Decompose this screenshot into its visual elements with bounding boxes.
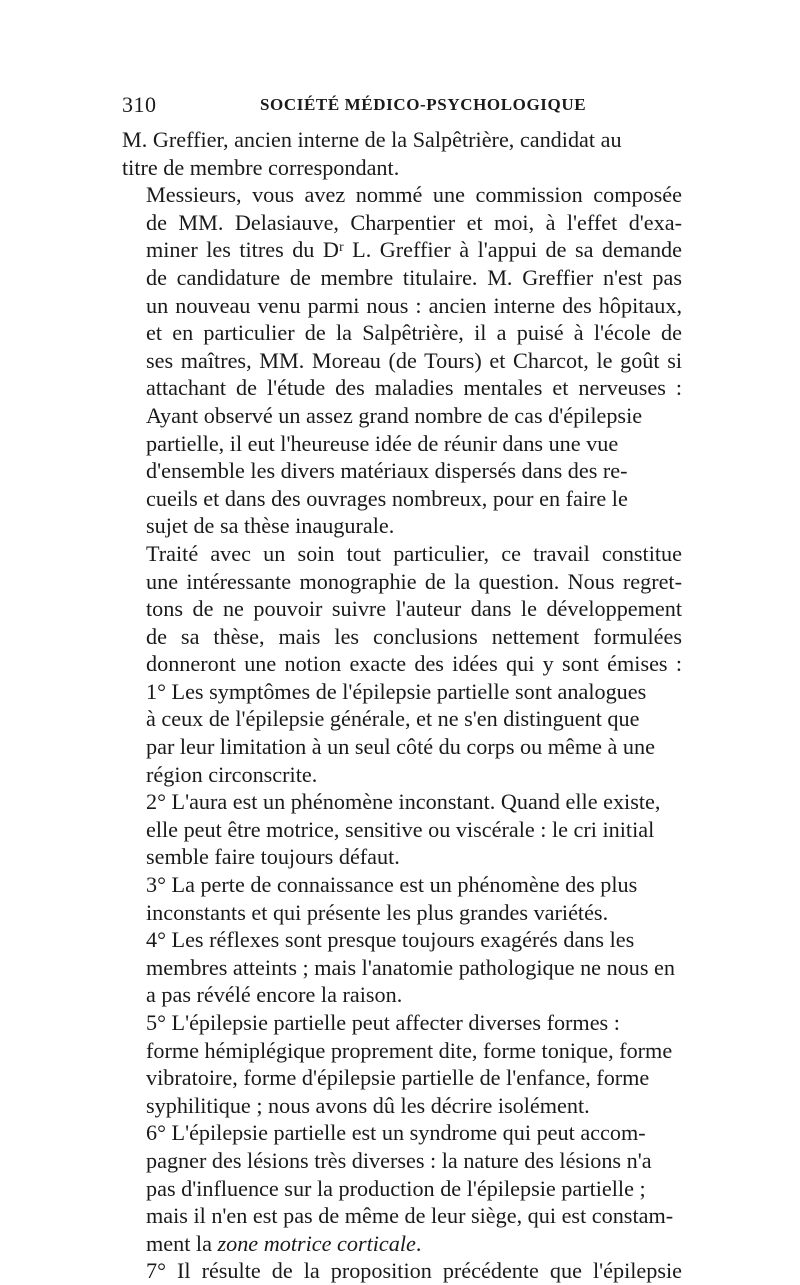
- text-line: Ayant observé un assez grand nombre de cas d'épilepsie: [146, 402, 643, 428]
- text-line: partielle, il eut l'heureuse idée de réunir dans une vue: [146, 430, 619, 456]
- text-line: pagner des lésions très diverses : la nature des lésions n'a: [146, 1147, 652, 1173]
- text-line: elle peut être motrice, sensitive ou viscérale : le cri initial: [146, 816, 655, 842]
- text-line: région circonscrite.: [146, 761, 318, 787]
- text-line: M. Greffier, ancien interne de la Salpêtrière, candidat au: [122, 127, 622, 152]
- text-line: syphilitique ; nous avons dû les décrire isolément.: [146, 1092, 590, 1118]
- text-line: d'ensemble les divers matériaux dispersés dans des re-: [146, 458, 628, 484]
- text-line: ses maîtres, MM. Moreau (de Tours) et Charcot, le goût si: [146, 347, 682, 373]
- conclusion-item-7: [122, 1257, 682, 1285]
- text-line: titre de membre correspondant.: [122, 154, 400, 180]
- running-head: [122, 92, 682, 122]
- paragraph-commission: [122, 181, 682, 402]
- text-line: un nouveau venu parmi nous : ancien interne des hôpitaux,: [146, 292, 682, 318]
- book-page: [122, 92, 682, 1285]
- text-line: donneront une notion exacte des idées qui y sont émises :: [146, 651, 682, 677]
- text-line: pas d'influence sur la production de l'épilepsie partielle ;: [146, 1175, 646, 1201]
- text-line: a pas révélé encore la raison.: [146, 982, 403, 1008]
- body-text: [122, 126, 682, 1285]
- text-line: de candidature de membre titulaire. M. Greffier n'est pas: [146, 264, 682, 290]
- paragraph-conclusions: [122, 540, 682, 678]
- text-line: de sa thèse, mais les conclusions nettement formulées: [146, 623, 682, 649]
- text-line: et en particulier de la Salpêtrière, il a puisé à l'école de: [146, 320, 682, 346]
- text-line: 5° L'épilepsie partielle peut affecter diverses formes :: [146, 1010, 620, 1035]
- conclusion-item-5: [122, 1009, 682, 1119]
- text-line: 3° La perte de connaissance est un phénomène des plus: [146, 872, 638, 898]
- text-line: sujet de sa thèse inaugurale.: [146, 513, 395, 539]
- text-line: Traité avec un soin tout particulier, ce travail constitue: [146, 540, 682, 566]
- text-line: vibratoire, forme d'épilepsie partielle de l'enfance, forme: [146, 1065, 650, 1091]
- text-run: .: [415, 1230, 422, 1256]
- text-line: 7° Il résulte de la proposition précédente que l'épilepsie: [146, 1258, 682, 1284]
- text-line: semble faire toujours défaut.: [146, 844, 400, 870]
- paragraph-thesis: [122, 402, 682, 540]
- text-line: inconstants et qui présente les plus grandes variétés.: [146, 899, 609, 925]
- text-line: 1° Les symptômes de l'épilepsie partielle sont analogues: [146, 678, 647, 704]
- text-line: à ceux de l'épilepsie générale, et ne s'en distinguent que: [146, 706, 640, 732]
- text-line: membres atteints ; mais l'anatomie pathologique ne nous en: [146, 954, 675, 980]
- text-line: Messieurs, vous avez nommé une commission composée: [146, 182, 682, 208]
- conclusion-item-3: [122, 871, 682, 926]
- text-run: ment la: [146, 1230, 218, 1256]
- page-number: 310: [122, 92, 157, 117]
- text-line: 2° L'aura est un phénomène inconstant. Quand elle existe,: [146, 789, 661, 815]
- text-line: une intéressante monographie de la question. Nous regret-: [146, 568, 682, 594]
- conclusion-item-1: [122, 678, 682, 788]
- text-line: cueils et dans des ouvrages nombreux, pour en faire le: [146, 485, 628, 511]
- text-line: de MM. Delasiauve, Charpentier et moi, à l'effet d'exa-: [146, 209, 682, 235]
- conclusion-item-2: [122, 788, 682, 871]
- text-line: mais il n'en est pas de même de leur siège, qui est constam-: [146, 1203, 674, 1229]
- italic-term: zone motrice corticale: [217, 1230, 416, 1256]
- running-title: SOCIÉTÉ MÉDICO-PSYCHOLOGIQUE: [260, 95, 587, 114]
- paragraph-candidate: [122, 126, 682, 181]
- text-line: forme hémiplégique proprement dite, forme tonique, forme: [146, 1037, 673, 1063]
- text-line: 6° L'épilepsie partielle est un syndrome qui peut accom-: [146, 1120, 646, 1146]
- text-line-last: [122, 1230, 682, 1258]
- conclusion-item-4: [122, 926, 682, 1009]
- conclusion-item-6: [122, 1119, 682, 1257]
- text-line: attachant de l'étude des maladies mentales et nerveuses :: [146, 375, 682, 401]
- text-line: 4° Les réflexes sont presque toujours exagérés dans les: [146, 927, 635, 953]
- text-line: miner les titres du Dʳ L. Greffier à l'appui de sa demande: [146, 237, 682, 263]
- text-line: tons de ne pouvoir suivre l'auteur dans le développement: [146, 596, 682, 622]
- text-line: par leur limitation à un seul côté du corps ou même à une: [146, 734, 655, 760]
